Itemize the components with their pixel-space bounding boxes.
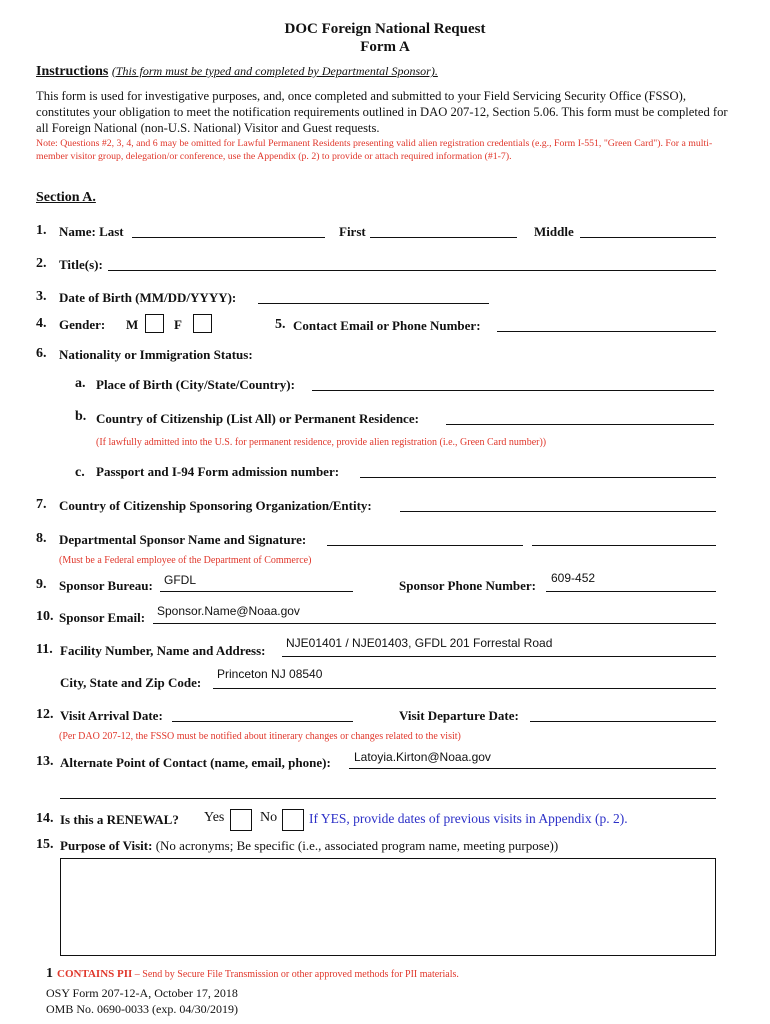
page-number: 1 (46, 966, 53, 981)
dob-line (258, 303, 489, 304)
middle-name-line (580, 237, 716, 238)
footer-pii-row (46, 964, 459, 982)
q12-number: 12. (36, 707, 54, 722)
gender-f-label: F (174, 317, 182, 332)
sponsor-phone-label: Sponsor Phone Number: (399, 578, 537, 593)
q6b-number: b. (75, 409, 87, 424)
q11-number: 11. (36, 642, 53, 657)
renewal-yes-checkbox[interactable] (230, 809, 252, 831)
sponsor-signature-line[interactable] (532, 545, 716, 546)
form-subtitle: Form A (360, 39, 410, 55)
q6a-number: a. (75, 376, 86, 391)
facility-input[interactable]: NJE01401 / NJE01403, GFDL 201 Forrestal Road (286, 636, 553, 650)
renewal-no-label: No (260, 810, 278, 825)
titles-label: Title(s): (59, 257, 103, 272)
instructions-heading-note: (This form must be typed and completed by Departmental Sponsor). (111, 64, 438, 78)
citizenship-note: (If lawfully admitted into the U.S. for permanent residence, provide alien registration (i.e., Green Card number)) (96, 437, 547, 448)
q8-number: 8. (36, 531, 47, 546)
q7-number: 7. (36, 497, 47, 512)
q6c-number: c. (75, 465, 85, 480)
q14-number: 14. (36, 811, 54, 826)
q1-number: 1. (36, 223, 47, 238)
city-state-zip-label: City, State and Zip Code: (60, 675, 202, 690)
sponsor-name-line (327, 545, 523, 546)
sponsor-bureau-line (160, 591, 353, 592)
instructions-body: This form is used for investigative purposes, and, once completed and submitted to your Field Servicing Security Office (FSSO), constitutes your obligation to meet the notification requirements outlined in DAO 207-12, Section 5.06. This form must be completed for all Foreign National (non-U.S. National) Visitor and Guest requests. (36, 89, 728, 135)
sponsor-phone-line (546, 591, 716, 592)
sponsor-bureau-input[interactable]: GFDL (164, 573, 197, 587)
q2-number: 2. (36, 256, 47, 271)
alt-contact-label: Alternate Point of Contact (name, email, phone): (60, 755, 331, 770)
contact-label: Contact Email or Phone Number: (293, 318, 481, 333)
last-name-line (132, 237, 325, 238)
birthplace-label: Place of Birth (City/State/Country): (96, 377, 295, 392)
q3-number: 3. (36, 289, 47, 304)
form-id: OSY Form 207-12-A, October 17, 2018 (46, 986, 238, 1000)
sponsoring-org-label: Country of Citizenship Sponsoring Organization/Entity: (59, 498, 372, 513)
middle-name-label: Middle (534, 224, 574, 239)
renewal-note: If YES, provide dates of previous visits in Appendix (p. 2). (309, 811, 628, 826)
arrival-date-line (172, 721, 353, 722)
sponsor-email-input[interactable]: Sponsor.Name@Noaa.gov (157, 604, 300, 618)
city-state-zip-line (213, 688, 716, 689)
instructions-heading-row (36, 64, 438, 80)
facility-line (282, 656, 716, 657)
purpose-label-row (60, 838, 558, 854)
sponsor-bureau-label: Sponsor Bureau: (59, 578, 153, 593)
first-name-label: First (339, 224, 366, 239)
q15-number: 15. (36, 837, 54, 852)
facility-label: Facility Number, Name and Address: (60, 643, 266, 658)
dob-label: Date of Birth (MM/DD/YYYY): (59, 290, 237, 305)
birthplace-line (312, 390, 714, 391)
passport-label: Passport and I-94 Form admission number: (96, 464, 340, 479)
q9-number: 9. (36, 577, 47, 592)
alt-contact-line (349, 768, 716, 769)
citizenship-label: Country of Citizenship (List All) or Permanent Residence: (96, 411, 419, 426)
purpose-hint: (No acronyms; Be specific (i.e., associated program name, meeting purpose)) (155, 838, 559, 853)
departure-date-line (530, 721, 716, 722)
section-a-heading: Section A. (36, 190, 96, 205)
purpose-label: Purpose of Visit: (60, 838, 153, 853)
q10-number: 10. (36, 609, 54, 624)
q13-number: 13. (36, 754, 54, 769)
pii-text: – Send by Secure File Transmission or other approved methods for PII materials. (132, 969, 459, 980)
alt-contact-input[interactable]: Latoyia.Kirton@Noaa.gov (354, 750, 491, 764)
nationality-label: Nationality or Immigration Status: (59, 347, 253, 362)
last-name-label: Name: Last (59, 224, 124, 239)
q6-number: 6. (36, 346, 47, 361)
citizenship-line (446, 424, 714, 425)
sponsor-phone-input[interactable]: 609-452 (551, 571, 596, 585)
alt-contact-line-2[interactable] (60, 798, 716, 799)
sponsor-name-label: Departmental Sponsor Name and Signature: (59, 532, 307, 547)
instructions-note: Note: Questions #2, 3, 4, and 6 may be omitted for Lawful Permanent Residents presenting valid alien registration credentials (e.g., Form I-551, "Green Card"). For a multi-member visitor group, delegation/or conference, use the Appendix (p. 2) to provide or attach required information (#1-7). (36, 138, 713, 162)
q5-number: 5. (275, 317, 286, 332)
passport-line (360, 477, 716, 478)
gender-m-label: M (126, 317, 139, 332)
sponsor-email-line (153, 623, 716, 624)
city-state-zip-input[interactable]: Princeton NJ 08540 (217, 667, 323, 681)
sponsor-name-note: (Must be a Federal employee of the Department of Commerce) (59, 555, 312, 566)
gender-f-checkbox[interactable] (193, 314, 212, 333)
form-title: DOC Foreign National Request (284, 21, 486, 37)
sponsor-email-label: Sponsor Email: (59, 610, 146, 625)
titles-line (108, 270, 716, 271)
renewal-no-checkbox[interactable] (282, 809, 304, 831)
gender-m-checkbox[interactable] (145, 314, 164, 333)
contact-line (497, 331, 716, 332)
purpose-textarea[interactable] (60, 858, 716, 956)
arrival-date-label: Visit Arrival Date: (60, 708, 163, 723)
q4-number: 4. (36, 316, 47, 331)
omb-number: OMB No. 0690-0033 (exp. 04/30/2019) (46, 1002, 238, 1016)
sponsoring-org-line (400, 511, 716, 512)
renewal-label: Is this a RENEWAL? (60, 812, 179, 827)
pii-label: CONTAINS PII (57, 968, 133, 980)
instructions-heading: Instructions (36, 64, 109, 79)
first-name-line (370, 237, 517, 238)
visit-dates-note: (Per DAO 207-12, the FSSO must be notified about itinerary changes or changes related to the visit) (59, 731, 461, 742)
gender-label: Gender: (59, 317, 106, 332)
departure-date-label: Visit Departure Date: (399, 708, 519, 723)
renewal-yes-label: Yes (204, 810, 225, 825)
